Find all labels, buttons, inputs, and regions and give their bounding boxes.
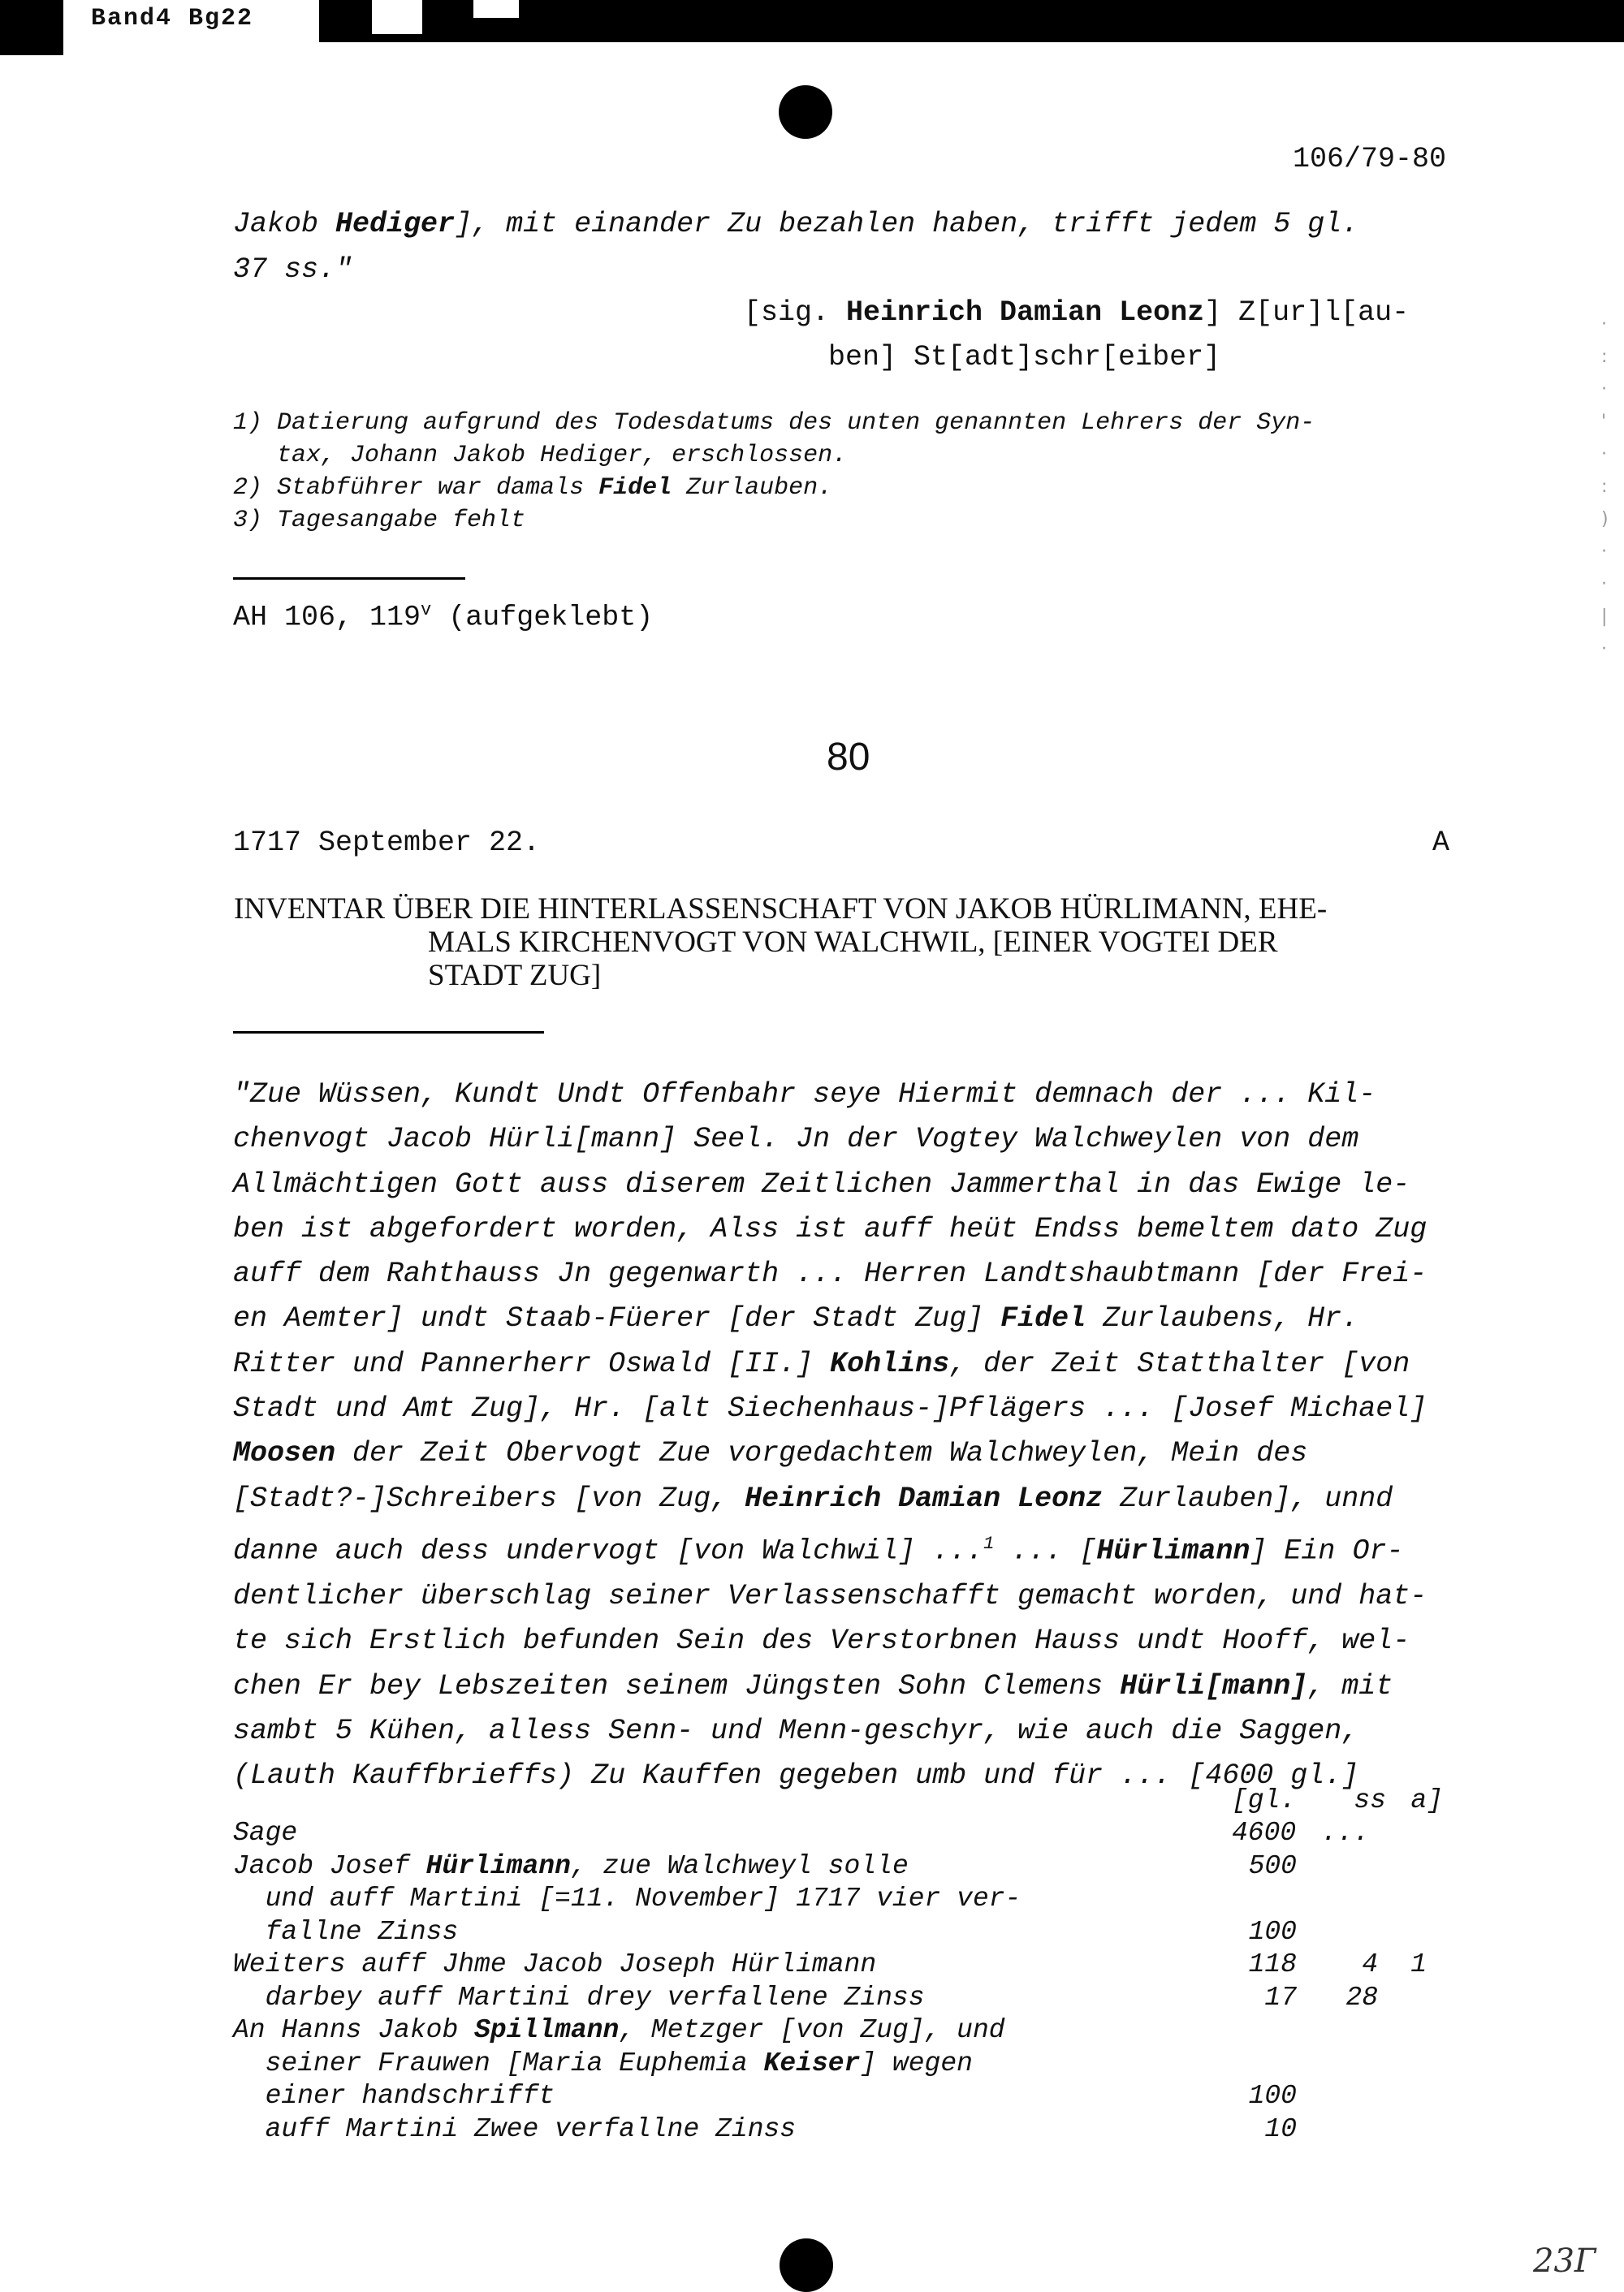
footnote-2: 2) Stabführer war damals Fidel Zurlauben.	[233, 474, 833, 502]
col-header-a: a]	[1410, 1785, 1443, 1815]
col-header-ss: ss	[1354, 1785, 1386, 1815]
table-cell-ss: ...	[1321, 1818, 1370, 1848]
text-line: te sich Erstlich befunden Sein des Verstorbnen Hauss undt Hooff, wel-	[233, 1625, 1410, 1658]
document-number: 80	[827, 736, 870, 779]
table-cell-gl: 500	[1248, 1851, 1297, 1881]
text-line: Ritter und Pannerherr Oswald [II.] Kohlins, der Zeit Statthalter [von	[233, 1347, 1410, 1380]
page-reference: 106/79-80	[1293, 143, 1447, 175]
punch-hole-top	[779, 85, 832, 139]
text-line: [Stadt?-]Schreibers [von Zug, Heinrich Damian Leonz Zurlauben], unnd	[233, 1482, 1393, 1515]
footnote-1a: 1) Datierung aufgrund des Todesdatums des unten genannten Lehrers der Syn-	[233, 409, 1315, 437]
scan-notch	[372, 0, 422, 34]
table-cell-gl: 118	[1248, 1949, 1297, 1979]
text-line: chen Er bey Lebszeiten seinem Jüngsten Sohn Clemens Hürli[mann], mit	[233, 1669, 1393, 1703]
margin-specks: · : · ' · : ) · · | ·	[1601, 314, 1609, 659]
table-row-label: Jacob Josef Hürlimann, zue Walchweyl solle	[233, 1851, 909, 1881]
text-line: (Lauth Kauffbrieffs) Zu Kauffen gegeben umb und für ... [4600 gl.]	[233, 1759, 1359, 1793]
table-row-label: fallne Zinss	[233, 1917, 459, 1947]
signature-line-2: ben] St[adt]schr[eiber]	[828, 341, 1221, 373]
table-cell-gl: 10	[1264, 2114, 1297, 2144]
title-line-1: INVENTAR ÜBER DIE HINTERLASSENSCHAFT VON JAKOB HÜRLIMANN, EHE-	[234, 892, 1328, 926]
band-label: Band4 Bg22	[63, 0, 319, 42]
document-date: 1717 September 22.	[233, 827, 541, 859]
transcription-paragraph	[233, 1073, 1427, 1798]
table-row-label: Weiters auff Jhme Jacob Joseph Hürlimann	[233, 1949, 877, 1979]
text-line: Moosen der Zeit Obervogt Zue vorgedachtem Walchweylen, Mein des	[233, 1437, 1308, 1470]
text-line: sambt 5 Kühen, alless Senn- und Menn-geschyr, wie auch die Saggen,	[233, 1714, 1359, 1747]
source-reference: AH 106, 119$^v$ (aufgeklebt)	[233, 600, 654, 634]
prev-text-line-1: Jakob Hediger], mit einander Zu bezahlen haben, trifft jedem 5 gl.	[233, 208, 1359, 240]
table-row-label: An Hanns Jakob Spillmann, Metzger [von Zug], und	[233, 2015, 1005, 2045]
text-line: dentlicher überschlag seiner Verlassenschafft gemacht worden, und hat-	[233, 1579, 1427, 1612]
table-cell-ss: 28	[1345, 1983, 1378, 2013]
table-row-label: und auff Martini [=11. November] 1717 vier ver-	[233, 1884, 1021, 1914]
punch-hole-bottom	[780, 2238, 833, 2292]
footnotes	[233, 407, 1315, 537]
text-line: en Aemter] undt Staab-Füerer [der Stadt Zug] Fidel Zurlaubens, Hr.	[233, 1302, 1359, 1336]
table-row-label: seiner Frauwen [Maria Euphemia Keiser] wegen	[233, 2048, 973, 2078]
table-row-label: Sage	[233, 1818, 298, 1848]
footnote-3: 3) Tagesangabe fehlt	[233, 507, 526, 534]
text-line: danne auch dess undervogt [von Walchwil] ...$^1$ ... [Hürlimann] Ein Or-	[233, 1533, 1404, 1568]
title-line-2: MALS KIRCHENVOGT VON WALCHWIL, [EINER VOGTEI DER	[428, 926, 1278, 959]
title-rule	[233, 1031, 544, 1034]
prev-text-line-2: 37 ss."	[233, 253, 353, 286]
scan-left-corner	[0, 0, 63, 55]
text-line: Allmächtigen Gott auss diserem Zeitlichen Jammerthal in das Ewige le-	[233, 1168, 1410, 1201]
signature-line-1: [sig. Heinrich Damian Leonz] Z[ur]l[au-	[744, 296, 1410, 329]
title-line-3: STADT ZUG]	[428, 959, 602, 992]
footnote-rule	[233, 577, 465, 580]
table-row-label: auff Martini Zwee verfallne Zinss	[233, 2114, 797, 2144]
col-header-gl: [gl.	[1232, 1785, 1297, 1815]
scan-notch	[473, 0, 519, 18]
text-line: "Zue Wüssen, Kundt Undt Offenbahr seye Hiermit demnach der ... Kil-	[233, 1078, 1376, 1111]
table-cell-gl: 100	[1248, 2081, 1297, 2111]
table-cell-ss: 4	[1362, 1949, 1378, 1979]
text-line: chenvogt Jacob Hürli[mann] Seel. Jn der Vogtey Walchweylen von dem	[233, 1123, 1359, 1156]
table-row-label: einer handschrifft	[233, 2081, 555, 2111]
table-cell-a: 1	[1410, 1949, 1427, 1979]
text-line: auff dem Rahthauss Jn gegenwarth ... Herren Landtshaubtmann [der Frei-	[233, 1258, 1427, 1291]
table-cell-gl: 4600	[1232, 1818, 1297, 1848]
inventory-table	[233, 1785, 1492, 2158]
document-letter: A	[1432, 827, 1450, 859]
table-cell-gl: 17	[1264, 1983, 1297, 2013]
table-row-label: darbey auff Martini drey verfallene Zinss	[233, 1983, 925, 2013]
text-line: Stadt und Amt Zug], Hr. [alt Siechenhaus-]Pflägers ... [Josef Michael]	[233, 1392, 1427, 1426]
footnote-1b: tax, Johann Jakob Hediger, erschlossen.	[233, 442, 848, 469]
table-cell-gl: 100	[1248, 1917, 1297, 1947]
handwritten-page-mark: 23Г	[1533, 2242, 1596, 2280]
text-line: ben ist abgefordert worden, Alss ist auff heüt Endss bemeltem dato Zug	[233, 1212, 1427, 1245]
